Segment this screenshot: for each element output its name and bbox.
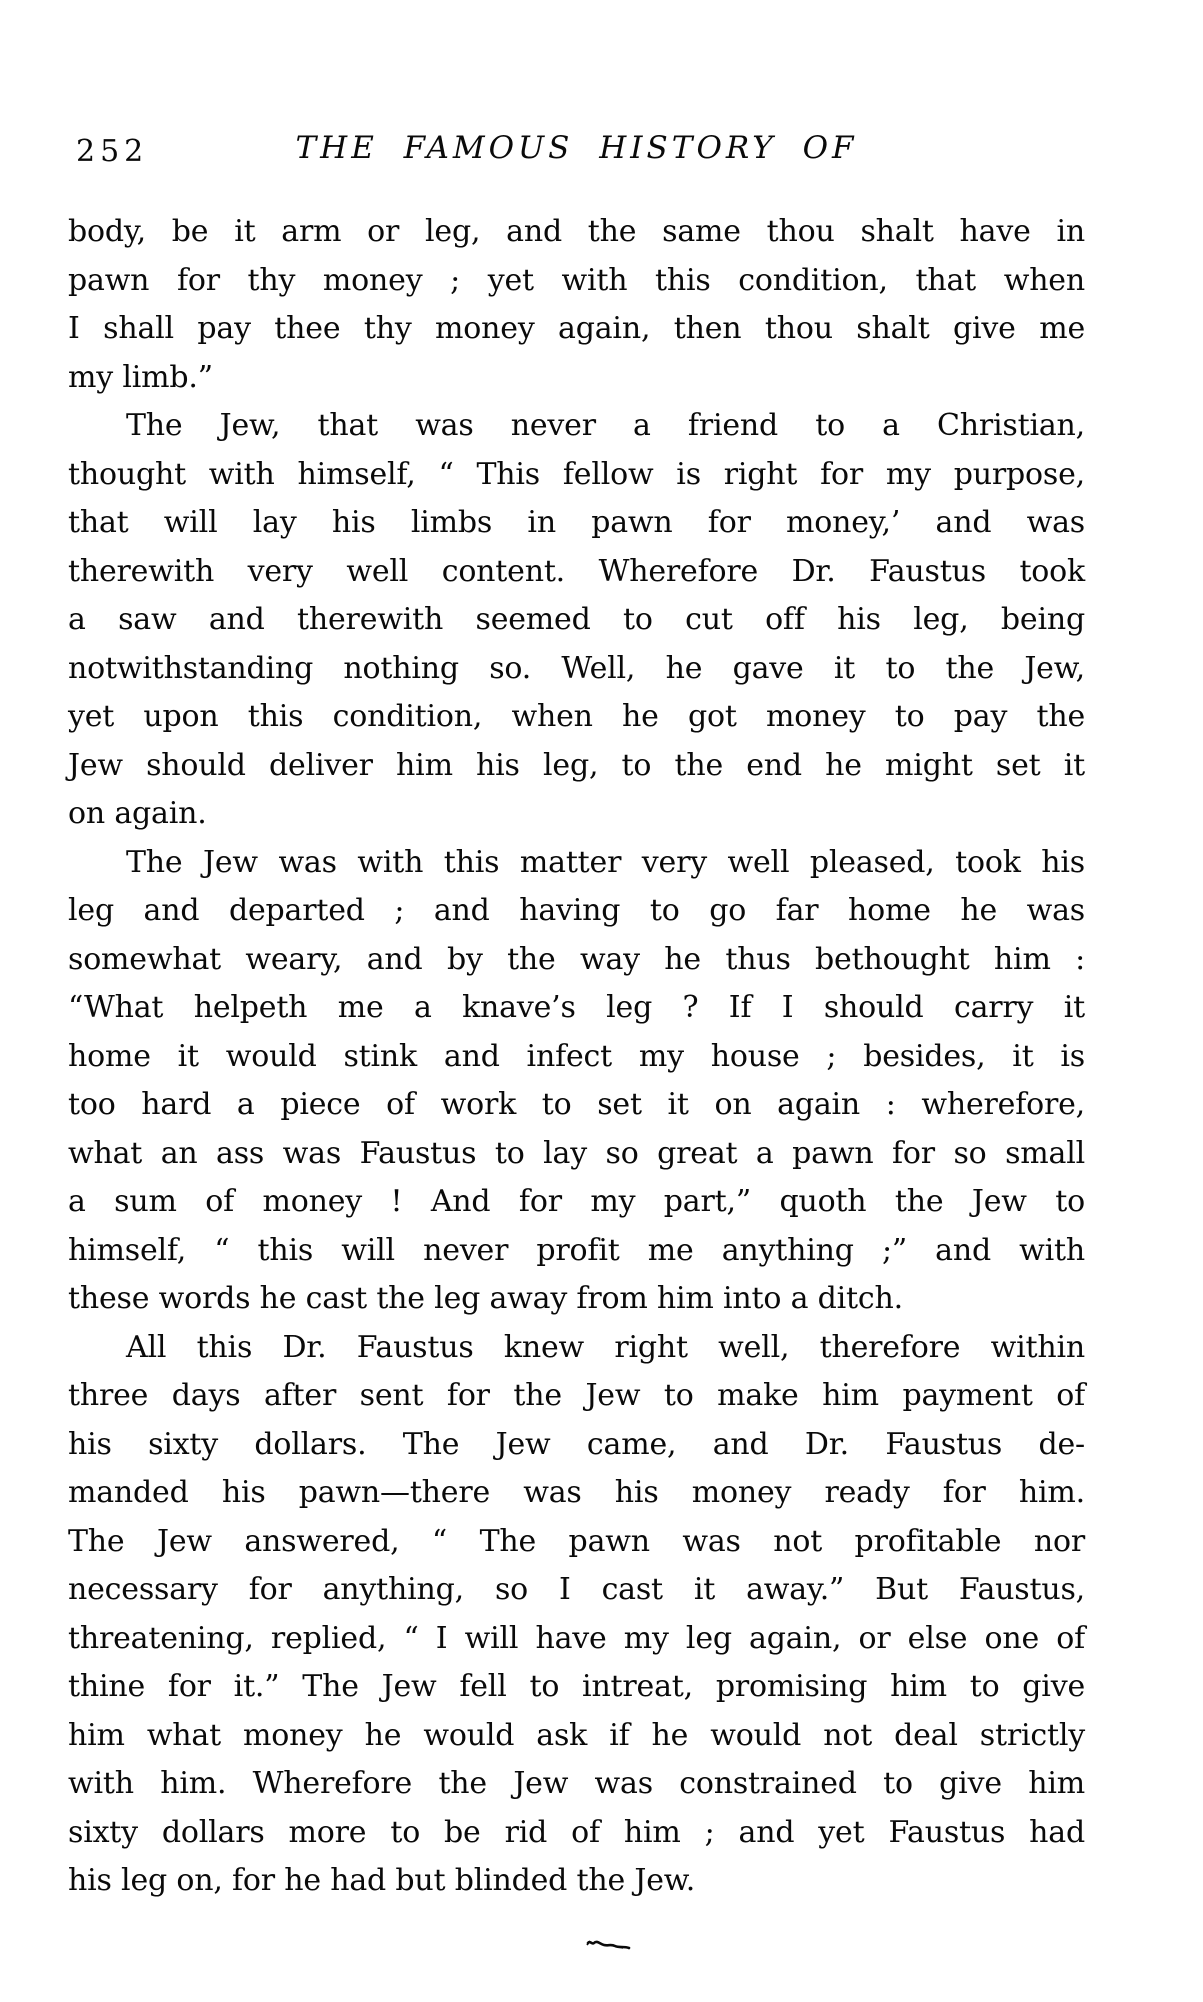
text-line: The Jew, that was never a friend to a Christian, [126, 408, 1085, 443]
text-line: on again. [68, 796, 207, 831]
text-line: what an ass was Faustus to lay so great a pawn for so small [68, 1135, 1085, 1171]
running-title: THE FAMOUS HISTORY OF [295, 130, 858, 166]
text-line: his leg on, for he had but blinded the Jew. [68, 1863, 696, 1898]
text-line: a saw and therewith seemed to cut off his leg, being [68, 602, 1085, 637]
text-line: Jew should deliver him his leg, to the end he might set it [68, 747, 1085, 783]
text-line: pawn for thy money ; yet with this condition, that when [68, 262, 1085, 298]
text-line: thought with himself, “ This fellow is right for my purpose, [68, 456, 1085, 492]
text-line: a sum of money ! And for my part,” quoth the Jew to [68, 1184, 1085, 1219]
text-line: therewith very well content. Wherefore Dr. Faustus took [68, 553, 1085, 589]
text-line: these words he cast the leg away from him into a ditch. [68, 1281, 903, 1316]
text-line: leg and departed ; and having to go far home he was [68, 893, 1085, 928]
text-line: with him. Wherefore the Jew was constrained to give him [68, 1766, 1085, 1801]
text-line: himself, “ this will never profit me anything ;” and with [68, 1232, 1085, 1268]
page-header [68, 128, 1085, 180]
text-line: yet upon this condition, when he got money to pay the [68, 699, 1085, 734]
text-line: body, be it arm or leg, and the same thou shalt have in [68, 214, 1085, 249]
text-line: threatening, replied, “ I will have my leg again, or else one of [68, 1620, 1085, 1656]
text-line: I shall pay thee thy money again, then thou shalt give me [68, 311, 1085, 346]
text-line: three days after sent for the Jew to make him payment of [68, 1378, 1085, 1413]
text-line: All this Dr. Faustus knew right well, therefore within [126, 1329, 1085, 1365]
text-line: his sixty dollars. The Jew came, and Dr. Faustus de- [68, 1426, 1085, 1462]
text-line: manded his pawn—there was his money ready for him. [68, 1475, 1085, 1510]
text-line: him what money he would ask if he would not deal strictly [68, 1717, 1085, 1753]
body-text [68, 208, 1085, 1906]
text-line: thine for it.” The Jew fell to intreat, promising him to give [68, 1669, 1085, 1704]
text-line: my limb.” [68, 359, 213, 395]
text-line: The Jew answered, “ The pawn was not profitable nor [68, 1523, 1085, 1559]
page-number: 252 [76, 134, 149, 169]
text-line: “What helpeth me a knave’s leg ? If I should carry it [68, 990, 1085, 1025]
text-line: that will lay his limbs in pawn for money,’ and was [68, 505, 1085, 540]
text-line: somewhat weary, and by the way he thus bethought him : [68, 941, 1085, 977]
text-line: home it would stink and infect my house ; besides, it is [68, 1038, 1085, 1074]
text-line: too hard a piece of work to set it on again : wherefore, [68, 1087, 1085, 1122]
text-line: notwithstanding nothing so. Well, he gave it to the Jew, [68, 650, 1085, 686]
text-line: necessary for anything, so I cast it away.” But Faustus, [68, 1572, 1085, 1607]
flourish-squiggle-icon [586, 1936, 632, 1956]
text-line: The Jew was with this matter very well pleased, took his [126, 844, 1085, 880]
text-line: sixty dollars more to be rid of him ; and yet Faustus had [68, 1814, 1085, 1850]
